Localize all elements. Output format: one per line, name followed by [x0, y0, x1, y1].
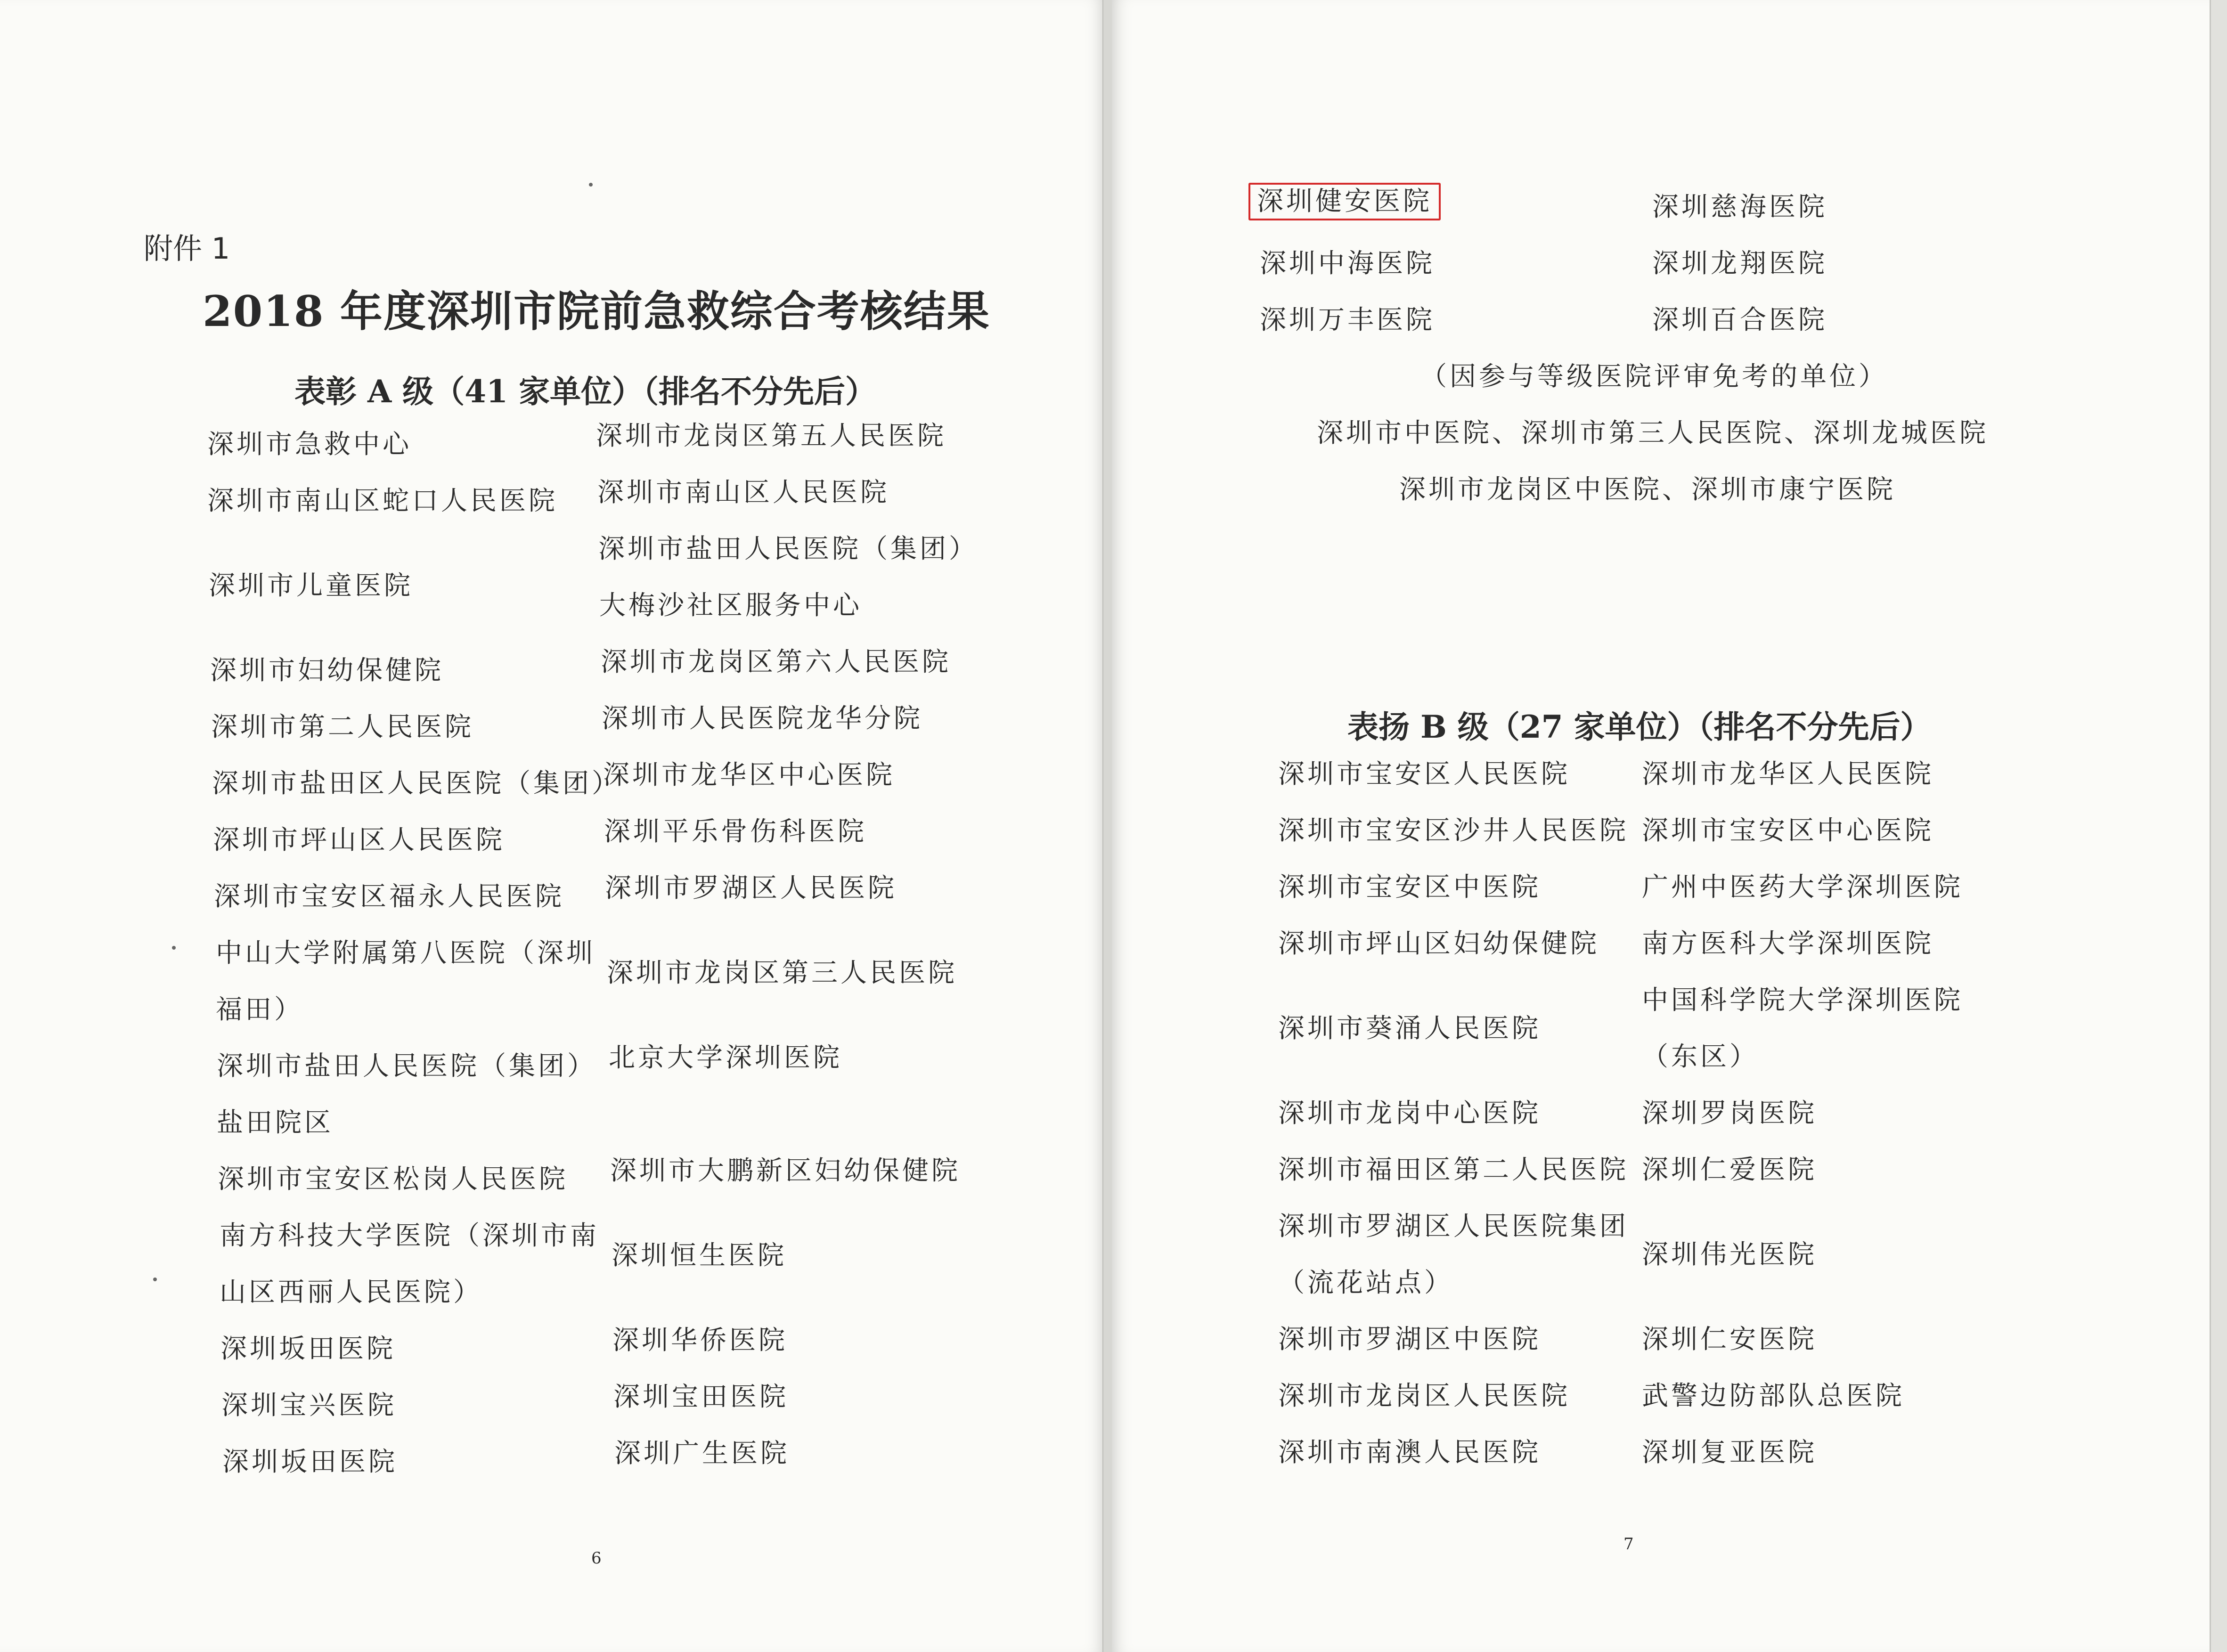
b-right-2: 深圳市宝安区中心医院 — [1642, 815, 1934, 846]
b-left-7: 深圳市福田区第二人民医院 — [1278, 1155, 1629, 1185]
exempt-note: （因参与等级医院评审免考的单位） — [1420, 361, 1888, 392]
b-left-4: 深圳市坪山区妇幼保健院 — [1278, 928, 1599, 959]
a-left-4: 深圳市妇幼保健院 — [210, 655, 444, 686]
b-left-5: 深圳市葵涌人民医院 — [1278, 1013, 1541, 1044]
a-right-9: 深圳市龙岗区第三人民医院 — [607, 958, 957, 988]
b-right-8: 深圳伟光医院 — [1642, 1239, 1817, 1270]
a-left-12: 南方科技大学医院（深圳市南 — [220, 1221, 599, 1251]
a-right-3: 深圳市盐田人民医院（集团） — [598, 534, 978, 564]
b-right-4: 南方医科大学深圳医院 — [1642, 928, 1934, 959]
a-left-11: 深圳市宝安区松岗人民医院 — [218, 1164, 568, 1195]
a-right-12: 深圳恒生医院 — [612, 1240, 787, 1271]
a-left-2: 深圳市南山区蛇口人民医院 — [207, 486, 558, 516]
exempt-line-2: 深圳市龙岗区中医院、深圳市康宁医院 — [1399, 474, 1896, 505]
b-right-10: 武警边防部队总医院 — [1642, 1381, 1905, 1411]
section-b-heading: 表扬 B 级（27 家单位）（排名不分先后） — [1347, 708, 1932, 745]
a-right-7: 深圳平乐骨伤科医院 — [604, 816, 867, 847]
a-right-5: 深圳市人民医院龙华分院 — [602, 703, 923, 734]
document-title: 2018 年度深圳市院前急救综合考核结果 — [203, 286, 990, 336]
b-right-3: 广州中医药大学深圳医院 — [1642, 872, 1963, 903]
right-page — [1112, 0, 2210, 1652]
section-a-heading: 表彰 A 级（41 家单位）（排名不分先后） — [294, 373, 876, 410]
page-number-right: 7 — [1623, 1535, 1634, 1554]
b-right-11: 深圳复亚医院 — [1642, 1437, 1817, 1468]
a-left-1: 深圳市急救中心 — [207, 429, 412, 460]
a-right-11: 深圳市大鹏新区妇幼保健院 — [610, 1156, 961, 1186]
b-left-1: 深圳市宝安区人民医院 — [1278, 759, 1570, 789]
a-left-5: 深圳市第二人民医院 — [211, 712, 474, 742]
b-left-2: 深圳市宝安区沙井人民医院 — [1278, 815, 1629, 846]
a-right-15: 深圳广生医院 — [614, 1438, 790, 1469]
top-left-3: 深圳万丰医院 — [1260, 305, 1435, 335]
a-left-3: 深圳市儿童医院 — [209, 570, 413, 601]
b-left-10: 深圳市龙岗区人民医院 — [1278, 1381, 1570, 1411]
a-left-7: 深圳市坪山区人民医院 — [213, 825, 505, 855]
a-left-6: 深圳市盐田区人民医院（集团） — [212, 768, 621, 799]
attachment-label: 附件 1 — [144, 231, 230, 266]
top-right-1: 深圳慈海医院 — [1652, 192, 1827, 222]
a-left-10-cont: 盐田院区 — [217, 1107, 334, 1138]
scan-speck — [153, 1278, 157, 1281]
scan-speck — [172, 946, 176, 950]
b-right-5: 中国科学院大学深圳医院 — [1642, 985, 1963, 1016]
b-left-8: 深圳市罗湖区人民医院集团 — [1278, 1211, 1629, 1242]
a-left-14: 深圳宝兴医院 — [221, 1390, 397, 1421]
scan-speck — [589, 183, 593, 187]
page-number-left: 6 — [591, 1549, 602, 1568]
b-right-1: 深圳市龙华区人民医院 — [1642, 759, 1934, 789]
b-left-6: 深圳市龙岗中心医院 — [1278, 1098, 1541, 1129]
a-right-10: 北京大学深圳医院 — [609, 1042, 842, 1073]
a-left-10: 深圳市盐田人民医院（集团） — [217, 1051, 596, 1082]
top-right-3: 深圳百合医院 — [1652, 305, 1827, 335]
a-right-1: 深圳市龙岗区第五人民医院 — [596, 421, 946, 451]
top-left-2: 深圳中海医院 — [1260, 248, 1435, 279]
b-left-11: 深圳市南澳人民医院 — [1278, 1437, 1541, 1468]
a-left-13: 深圳坂田医院 — [220, 1334, 396, 1364]
exempt-line-1: 深圳市中医院、深圳市第三人民医院、深圳龙城医院 — [1317, 418, 1989, 448]
b-right-5-cont: （东区） — [1642, 1042, 1759, 1072]
a-right-4: 深圳市龙岗区第六人民医院 — [601, 647, 951, 677]
b-right-9: 深圳仁安医院 — [1642, 1324, 1817, 1355]
a-left-12-cont: 山区西丽人民医院） — [220, 1277, 482, 1308]
a-left-8: 深圳市宝安区福永人民医院 — [214, 881, 564, 912]
a-right-14: 深圳宝田医院 — [613, 1382, 789, 1412]
b-right-7: 深圳仁爱医院 — [1642, 1155, 1817, 1185]
page-edge — [2210, 0, 2227, 1652]
top-right-2: 深圳龙翔医院 — [1652, 248, 1827, 279]
b-left-3: 深圳市宝安区中医院 — [1278, 872, 1541, 903]
a-left-15: 深圳坂田医院 — [222, 1447, 398, 1477]
highlighted-entry: 深圳健安医院 — [1248, 183, 1441, 220]
a-left-9: 中山大学附属第八医院（深圳 — [216, 938, 595, 968]
b-left-9: 深圳市罗湖区中医院 — [1278, 1324, 1541, 1355]
a-right-6: 深圳市龙华区中心医院 — [603, 760, 895, 790]
b-right-6: 深圳罗岗医院 — [1642, 1098, 1817, 1129]
a-right-8: 深圳市罗湖区人民医院 — [605, 873, 897, 903]
a-right-3-cont: 大梅沙社区服务中心 — [599, 590, 862, 621]
a-left-9-cont: 福田） — [216, 994, 303, 1025]
a-right-13: 深圳华侨医院 — [612, 1325, 788, 1356]
left-page — [0, 0, 1105, 1652]
a-right-2: 深圳市南山区人民医院 — [597, 477, 889, 508]
b-left-8-cont: （流花站点） — [1278, 1268, 1453, 1298]
